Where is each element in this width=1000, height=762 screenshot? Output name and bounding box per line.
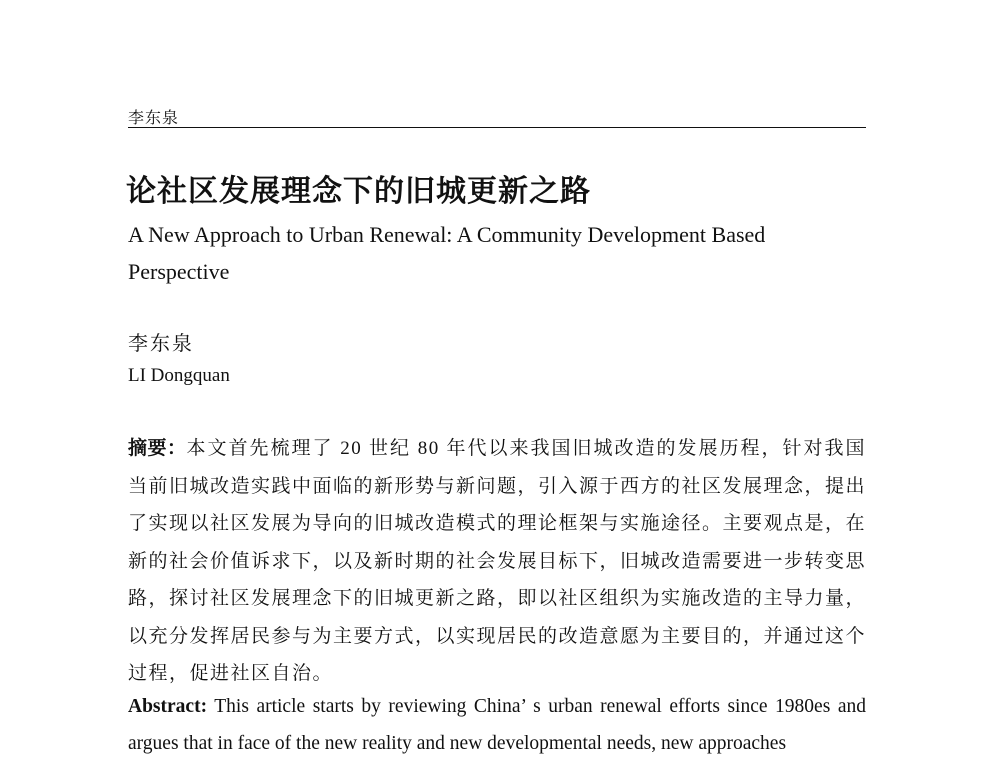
abstract-chinese-label: 摘要：: [128, 437, 187, 459]
abstract-english-label: Abstract:: [128, 696, 208, 717]
abstract-english-text: This article starts by reviewing China’ s urban renewal efforts since 1980es and argues that in face of the new reality and new developmental needs, new approaches: [128, 696, 866, 754]
abstract-chinese-text: 本文首先梳理了 20 世纪 80 年代以来我国旧城改造的发展历程，针对我国当前旧城改造实践中面临的新形势与新问题，引入源于西方的社区发展理念，提出了实现以社区发展为导向的旧城改造模式的理论框架与实施途径。主要观点是，在新的社会价值诉求下，以及新时期的社会发展目标下，旧城改造需要进一步转变思路，探讨社区发展理念下的旧城更新之路，即以社区组织为实施改造的主导力量，以充分发挥居民参与为主要方式，以实现居民的改造意愿为主要目的，并通过这个过程，促进社区自治。: [128, 438, 867, 684]
abstract-chinese: [128, 430, 866, 693]
title-chinese: 论社区发展理念下的旧城更新之路: [126, 174, 591, 209]
title-english: A New Approach to Urban Renewal: A Community Development Based Perspective: [128, 222, 766, 284]
running-head-author: 李东泉: [128, 110, 180, 127]
header-rule: [128, 127, 866, 128]
abstract-english: [128, 688, 866, 762]
author-chinese: 李东泉: [128, 333, 194, 355]
author-english: LI Dongquan: [128, 365, 230, 386]
